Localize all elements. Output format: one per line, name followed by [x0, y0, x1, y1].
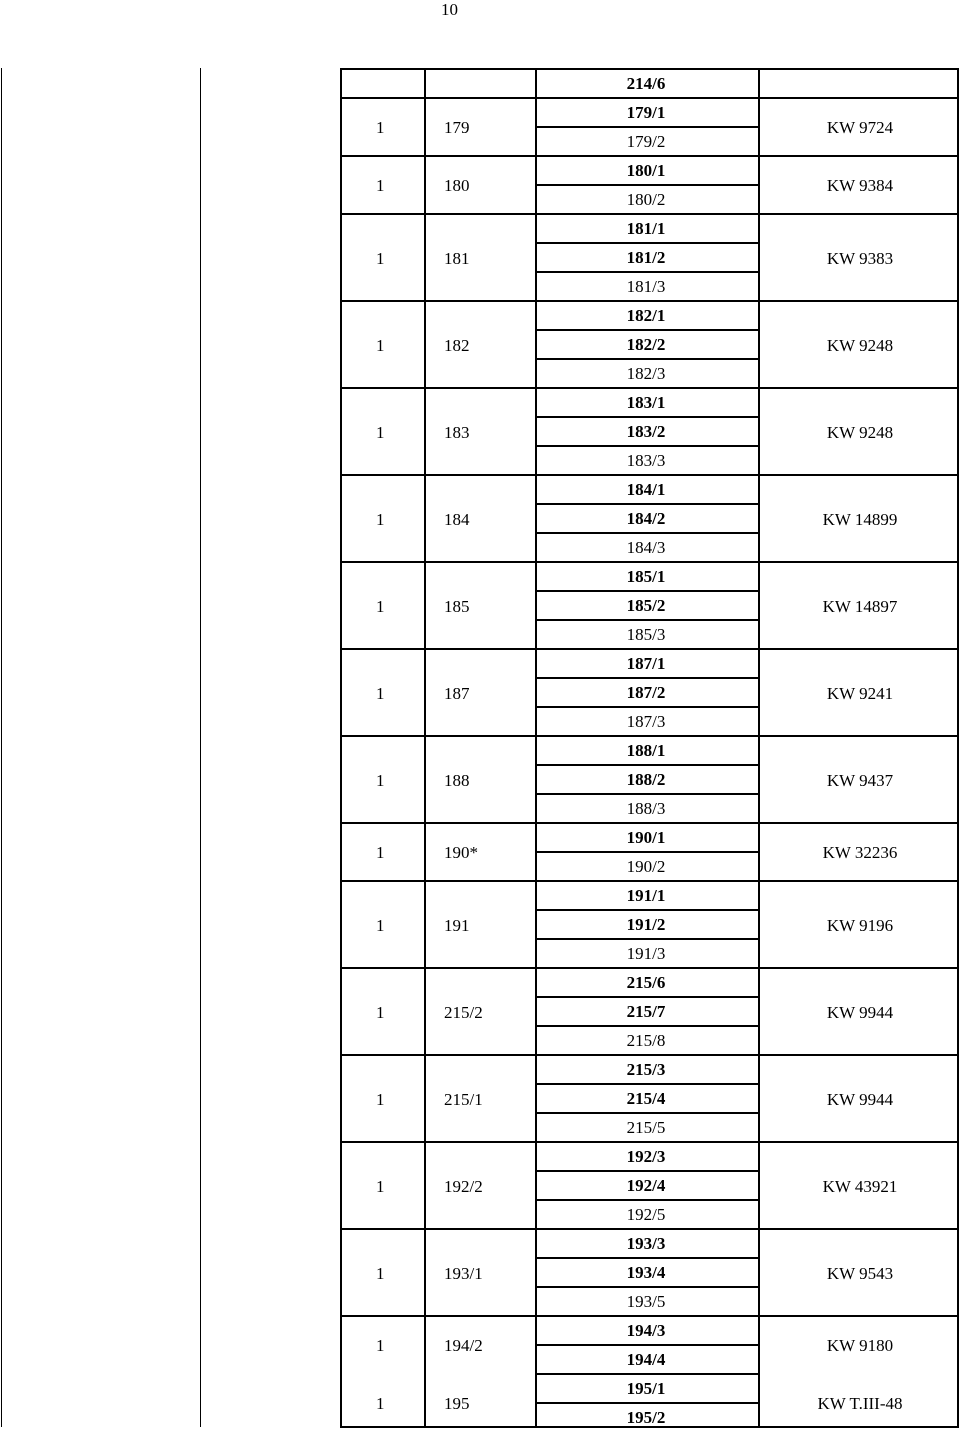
- row-separator: [537, 213, 758, 215]
- sub-row-separator: [537, 1286, 758, 1288]
- row-number: 1: [376, 509, 385, 529]
- sub-row-separator: [537, 1025, 758, 1027]
- row-separator: [342, 213, 424, 215]
- sub-parcel-number: 191/1: [626, 886, 666, 905]
- row-separator: [342, 1054, 424, 1056]
- sub-row-separator: [537, 1199, 758, 1201]
- sub-parcel-number: 191/3: [626, 944, 666, 963]
- sub-parcel-number: 188/2: [626, 770, 666, 789]
- row-separator: [426, 213, 535, 215]
- land-register-number: KW T.III-48: [817, 1394, 903, 1413]
- sub-parcel-number: 182/3: [626, 364, 666, 383]
- row-separator: [760, 387, 959, 389]
- parcel-table: [340, 68, 959, 1428]
- row-separator: [342, 967, 424, 969]
- sub-parcel-number: 215/4: [626, 1089, 666, 1108]
- sub-row-separator: [537, 126, 758, 128]
- parcel-number: 191: [444, 915, 470, 935]
- row-separator: [760, 967, 959, 969]
- sub-parcel-number: 183/1: [626, 393, 666, 412]
- parcel-number: 195: [444, 1394, 470, 1413]
- row-separator: [760, 1315, 959, 1317]
- sub-parcel-number: 195/2: [626, 1408, 666, 1427]
- row-separator: [537, 1054, 758, 1056]
- sub-parcel-number: 181/1: [626, 219, 666, 238]
- sub-row-separator: [537, 1170, 758, 1172]
- sub-parcel-number: 179/1: [626, 103, 666, 122]
- sub-parcel-number: 185/1: [626, 567, 666, 586]
- parcel-number: 183: [444, 422, 470, 442]
- row-separator: [426, 387, 535, 389]
- sub-parcel-number: 185/3: [626, 625, 666, 644]
- row-separator: [426, 300, 535, 302]
- sub-parcel-number: 187/1: [626, 654, 666, 673]
- land-register-number: KW 9196: [826, 915, 894, 935]
- row-separator: [537, 880, 758, 882]
- sub-row-separator: [537, 271, 758, 273]
- parcel-number: 179: [444, 118, 470, 137]
- row-number: 1: [376, 770, 385, 790]
- parcel-number: 187: [444, 683, 470, 703]
- row-separator: [426, 1315, 535, 1317]
- sub-row-separator: [537, 1112, 758, 1114]
- sub-row-separator: [537, 445, 758, 447]
- row-separator: [537, 474, 758, 476]
- row-separator: [537, 300, 758, 302]
- row-separator: [537, 1141, 758, 1143]
- row-separator: [537, 1373, 758, 1375]
- land-register-number: KW 9944: [826, 1002, 894, 1022]
- sub-parcel-number: 194/3: [626, 1321, 666, 1340]
- sub-parcel-number: 191/2: [626, 915, 666, 934]
- parcel-number: 215/1: [444, 1089, 483, 1109]
- land-register-number: KW 32236: [822, 843, 898, 862]
- land-register-number: KW 9383: [826, 248, 894, 268]
- row-number: 1: [376, 118, 385, 137]
- sub-parcel-number: 193/5: [626, 1292, 666, 1311]
- row-separator: [426, 1054, 535, 1056]
- sub-row-separator: [537, 1402, 758, 1404]
- row-separator: [426, 155, 535, 157]
- header-sub-parcel: 214/6: [626, 74, 666, 93]
- row-separator: [537, 97, 758, 99]
- row-number: 1: [376, 683, 385, 703]
- row-separator: [342, 1228, 424, 1230]
- row-separator: [342, 155, 424, 157]
- land-register-number: KW 9180: [826, 1336, 894, 1355]
- row-separator: [537, 387, 758, 389]
- sub-parcel-number: 190/2: [626, 857, 666, 876]
- parcel-number: 194/2: [444, 1336, 483, 1355]
- left-column-line: [200, 68, 201, 1427]
- row-separator: [426, 474, 535, 476]
- row-separator: [760, 474, 959, 476]
- row-separator: [342, 474, 424, 476]
- row-separator: [760, 1054, 959, 1056]
- row-separator: [342, 300, 424, 302]
- parcel-number: 188: [444, 770, 470, 790]
- row-separator: [537, 648, 758, 650]
- row-separator: [342, 648, 424, 650]
- sub-row-separator: [537, 851, 758, 853]
- row-separator: [537, 822, 758, 824]
- sub-row-separator: [537, 242, 758, 244]
- parcel-number: 215/2: [444, 1002, 483, 1022]
- land-register-number: KW 9384: [826, 176, 894, 195]
- land-register-number: KW 9437: [826, 770, 894, 790]
- row-number: 1: [376, 1263, 385, 1283]
- row-separator: [760, 822, 959, 824]
- row-number: 1: [376, 596, 385, 616]
- parcel-number: 193/1: [444, 1263, 483, 1283]
- land-register-number: KW 9241: [826, 683, 894, 703]
- sub-parcel-number: 180/2: [626, 190, 666, 209]
- row-separator: [426, 880, 535, 882]
- sub-parcel-number: 187/2: [626, 683, 666, 702]
- sub-parcel-number: 215/5: [626, 1118, 666, 1137]
- sub-parcel-number: 179/2: [626, 132, 666, 151]
- sub-parcel-number: 187/3: [626, 712, 666, 731]
- sub-row-separator: [537, 793, 758, 795]
- sub-row-separator: [537, 184, 758, 186]
- sub-row-separator: [537, 1083, 758, 1085]
- sub-parcel-number: 182/2: [626, 335, 666, 354]
- sub-row-separator: [537, 358, 758, 360]
- row-number: 1: [376, 843, 385, 862]
- sub-parcel-number: 193/4: [626, 1263, 666, 1282]
- sub-parcel-number: 194/4: [626, 1350, 666, 1369]
- sub-parcel-number: 183/2: [626, 422, 666, 441]
- sub-parcel-number: 188/1: [626, 741, 666, 760]
- row-separator: [760, 561, 959, 563]
- sub-parcel-number: 184/2: [626, 509, 666, 528]
- row-number: 1: [376, 422, 385, 442]
- row-separator: [426, 561, 535, 563]
- row-separator: [426, 967, 535, 969]
- parcel-number: 190*: [444, 843, 478, 862]
- sub-row-separator: [537, 764, 758, 766]
- row-number: 1: [376, 248, 385, 268]
- row-separator: [342, 822, 424, 824]
- row-separator: [426, 97, 535, 99]
- sub-parcel-number: 182/1: [626, 306, 666, 325]
- col-divider-3: [758, 70, 760, 1426]
- row-number: 1: [376, 335, 385, 355]
- sub-row-separator: [537, 590, 758, 592]
- sub-parcel-number: 195/1: [626, 1379, 666, 1398]
- row-separator: [342, 387, 424, 389]
- row-number: 1: [376, 176, 385, 195]
- parcel-number: 184: [444, 509, 470, 529]
- row-separator: [342, 561, 424, 563]
- land-register-number: KW 9543: [826, 1263, 894, 1283]
- parcel-number: 192/2: [444, 1176, 483, 1196]
- land-register-number: KW 9248: [826, 422, 894, 442]
- sub-parcel-number: 180/1: [626, 161, 666, 180]
- sub-row-separator: [537, 1257, 758, 1259]
- sub-parcel-number: 192/4: [626, 1176, 666, 1195]
- row-separator: [342, 880, 424, 882]
- row-separator: [760, 648, 959, 650]
- row-separator: [760, 880, 959, 882]
- row-separator: [760, 300, 959, 302]
- sub-row-separator: [537, 619, 758, 621]
- row-separator: [760, 735, 959, 737]
- sub-parcel-number: 183/3: [626, 451, 666, 470]
- row-separator: [426, 822, 535, 824]
- sub-parcel-number: 192/3: [626, 1147, 666, 1166]
- sub-parcel-number: 184/1: [626, 480, 666, 499]
- row-separator: [760, 1228, 959, 1230]
- sub-row-separator: [537, 996, 758, 998]
- row-number: 1: [376, 1176, 385, 1196]
- sub-row-separator: [537, 909, 758, 911]
- sub-parcel-number: 184/3: [626, 538, 666, 557]
- row-separator: [426, 1228, 535, 1230]
- row-separator: [760, 155, 959, 157]
- row-separator: [342, 97, 424, 99]
- page-number: 10: [441, 0, 458, 19]
- parcel-number: 181: [444, 248, 470, 268]
- sub-row-separator: [537, 1344, 758, 1346]
- sub-parcel-number: 192/5: [626, 1205, 666, 1224]
- sub-row-separator: [537, 329, 758, 331]
- row-separator: [426, 1141, 535, 1143]
- land-register-number: KW 9248: [826, 335, 894, 355]
- row-separator: [537, 561, 758, 563]
- parcel-number: 182: [444, 335, 470, 355]
- row-separator: [426, 648, 535, 650]
- sub-row-separator: [537, 503, 758, 505]
- row-separator: [537, 735, 758, 737]
- row-number: 1: [376, 1336, 385, 1355]
- land-register-number: KW 9944: [826, 1089, 894, 1109]
- row-separator: [537, 1315, 758, 1317]
- row-separator: [760, 1141, 959, 1143]
- row-number: 1: [376, 1002, 385, 1022]
- sub-parcel-number: 181/2: [626, 248, 666, 267]
- land-register-number: KW 14897: [822, 596, 898, 616]
- parcel-number: 185: [444, 596, 470, 616]
- land-register-number: KW 43921: [822, 1176, 898, 1196]
- row-separator: [537, 1228, 758, 1230]
- sub-parcel-number: 215/6: [626, 973, 666, 992]
- row-number: 1: [376, 915, 385, 935]
- row-number: 1: [376, 1089, 385, 1109]
- sub-parcel-number: 185/2: [626, 596, 666, 615]
- row-separator: [342, 1315, 424, 1317]
- row-separator: [342, 1141, 424, 1143]
- row-separator: [426, 735, 535, 737]
- col-divider-1: [424, 70, 426, 1426]
- row-separator: [537, 967, 758, 969]
- row-number: 1: [376, 1394, 385, 1413]
- sub-parcel-number: 181/3: [626, 277, 666, 296]
- row-separator: [342, 735, 424, 737]
- row-separator: [537, 155, 758, 157]
- sub-parcel-number: 215/8: [626, 1031, 666, 1050]
- sub-row-separator: [537, 938, 758, 940]
- parcel-number: 180: [444, 176, 470, 195]
- sub-parcel-number: 215/3: [626, 1060, 666, 1079]
- sub-parcel-number: 193/3: [626, 1234, 666, 1253]
- sub-row-separator: [537, 532, 758, 534]
- sub-parcel-number: 188/3: [626, 799, 666, 818]
- land-register-number: KW 9724: [826, 118, 894, 137]
- land-register-number: KW 14899: [822, 509, 898, 529]
- sub-row-separator: [537, 706, 758, 708]
- sub-parcel-number: 190/1: [626, 828, 666, 847]
- sub-row-separator: [537, 416, 758, 418]
- row-separator: [760, 97, 959, 99]
- sub-parcel-number: 215/7: [626, 1002, 666, 1021]
- left-margin-line: [1, 68, 2, 1427]
- sub-row-separator: [537, 677, 758, 679]
- row-separator: [760, 213, 959, 215]
